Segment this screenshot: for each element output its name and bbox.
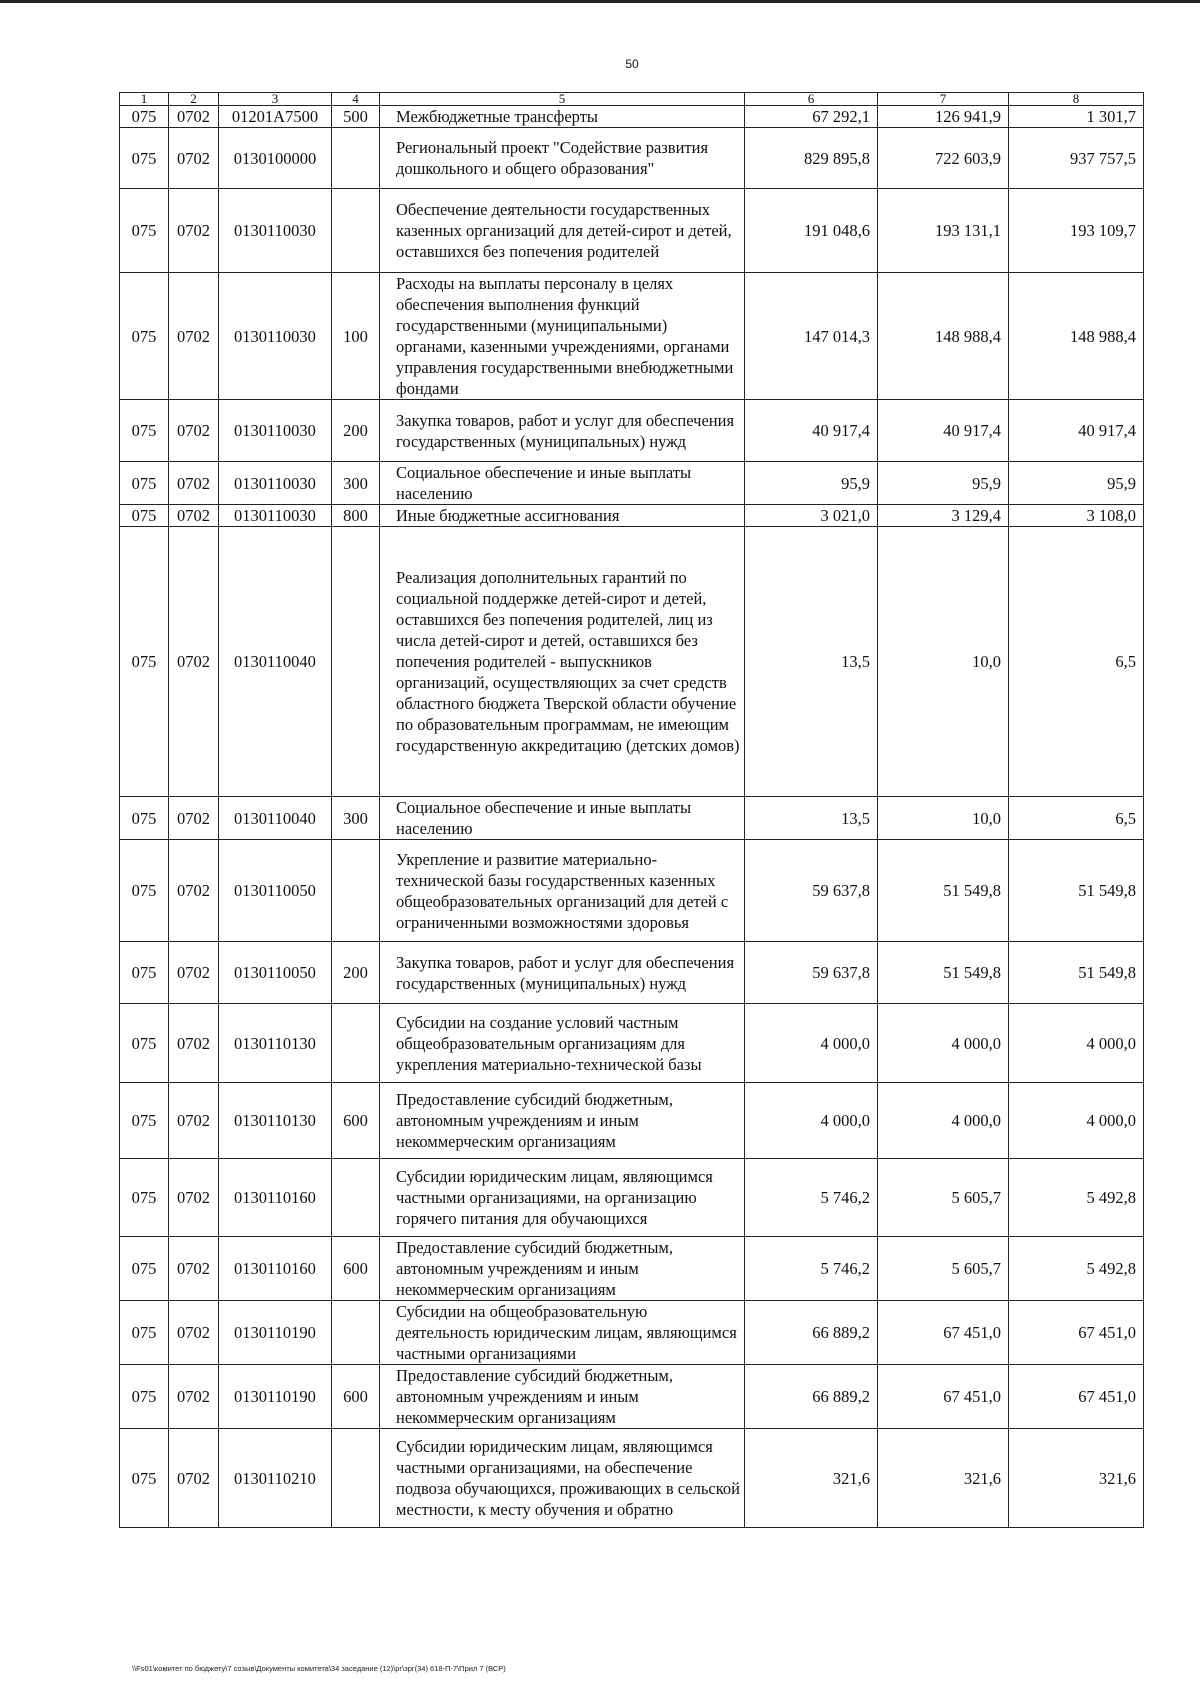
page-number: 50 [625, 57, 639, 71]
cell-expense-type: 300 [332, 462, 380, 505]
cell-amount-col6: 5 746,2 [745, 1159, 878, 1237]
cell-amount-col6: 13,5 [745, 797, 878, 840]
cell-expense-type [332, 527, 380, 797]
cell-amount-col8: 51 549,8 [1009, 840, 1144, 942]
table-row [120, 400, 1144, 462]
cell-expense-type [332, 1159, 380, 1237]
table-row [120, 1083, 1144, 1159]
cell-ministry-code: 075 [120, 1159, 169, 1237]
cell-amount-col6: 829 895,8 [745, 128, 878, 189]
table-row [120, 1159, 1144, 1237]
cell-ministry-code: 075 [120, 840, 169, 942]
cell-amount-col8: 4 000,0 [1009, 1083, 1144, 1159]
cell-amount-col7: 10,0 [878, 797, 1009, 840]
cell-section-code: 0702 [169, 189, 219, 273]
table-row [120, 797, 1144, 840]
header-cell: 6 [745, 93, 878, 106]
cell-expense-type [332, 1004, 380, 1083]
cell-amount-col6: 191 048,6 [745, 189, 878, 273]
cell-amount-col8: 6,5 [1009, 797, 1144, 840]
cell-amount-col6: 59 637,8 [745, 942, 878, 1004]
cell-description: Субсидии на создание условий частным общеобразовательным организациям для укрепления материально-технической базы [380, 1004, 745, 1083]
cell-target-article: 0130110050 [219, 840, 332, 942]
cell-section-code: 0702 [169, 797, 219, 840]
cell-ministry-code: 075 [120, 189, 169, 273]
cell-target-article: 0130110030 [219, 273, 332, 400]
cell-section-code: 0702 [169, 1301, 219, 1365]
table-row [120, 1365, 1144, 1429]
cell-section-code: 0702 [169, 106, 219, 128]
cell-target-article: 0130110040 [219, 527, 332, 797]
cell-expense-type: 600 [332, 1237, 380, 1301]
footer-file-path: \\Fs01\комитет по бюджету\7 созыв\Документы комитета\34 заседание (12)\рг\зрг(34) 618-П-7\Прил 7 (ВСР) [132, 1664, 506, 1673]
cell-description: Региональный проект "Содействие развития дошкольного и общего образования" [380, 128, 745, 189]
cell-description: Укрепление и развитие материально-технической базы государственных казенных общеобразовательных организаций для детей с ограниченными возможностями здоровья [380, 840, 745, 942]
cell-target-article: 0130110190 [219, 1365, 332, 1429]
table-row [120, 505, 1144, 527]
cell-target-article: 0130110190 [219, 1301, 332, 1365]
cell-amount-col8: 95,9 [1009, 462, 1144, 505]
cell-ministry-code: 075 [120, 505, 169, 527]
cell-amount-col7: 3 129,4 [878, 505, 1009, 527]
cell-description: Предоставление субсидий бюджетным, автономным учреждениям и иным некоммерческим организациям [380, 1083, 745, 1159]
cell-amount-col6: 66 889,2 [745, 1301, 878, 1365]
cell-expense-type: 300 [332, 797, 380, 840]
cell-expense-type [332, 1429, 380, 1528]
cell-section-code: 0702 [169, 128, 219, 189]
cell-section-code: 0702 [169, 462, 219, 505]
cell-amount-col7: 67 451,0 [878, 1365, 1009, 1429]
cell-expense-type [332, 1301, 380, 1365]
cell-section-code: 0702 [169, 1083, 219, 1159]
cell-section-code: 0702 [169, 1004, 219, 1083]
cell-expense-type: 600 [332, 1083, 380, 1159]
cell-section-code: 0702 [169, 840, 219, 942]
cell-amount-col7: 4 000,0 [878, 1083, 1009, 1159]
cell-description: Предоставление субсидий бюджетным, автономным учреждениям и иным некоммерческим организациям [380, 1237, 745, 1301]
table-row [120, 462, 1144, 505]
cell-section-code: 0702 [169, 527, 219, 797]
cell-amount-col7: 51 549,8 [878, 840, 1009, 942]
cell-amount-col7: 40 917,4 [878, 400, 1009, 462]
cell-expense-type: 500 [332, 106, 380, 128]
cell-ministry-code: 075 [120, 1083, 169, 1159]
cell-section-code: 0702 [169, 1159, 219, 1237]
table-row [120, 527, 1144, 797]
cell-expense-type: 600 [332, 1365, 380, 1429]
cell-ministry-code: 075 [120, 273, 169, 400]
cell-description: Закупка товаров, работ и услуг для обеспечения государственных (муниципальных) нужд [380, 942, 745, 1004]
table-row [120, 1301, 1144, 1365]
cell-amount-col6: 147 014,3 [745, 273, 878, 400]
cell-description: Закупка товаров, работ и услуг для обеспечения государственных (муниципальных) нужд [380, 400, 745, 462]
cell-target-article: 0130110160 [219, 1159, 332, 1237]
cell-expense-type: 200 [332, 400, 380, 462]
table-row [120, 840, 1144, 942]
header-cell: 2 [169, 93, 219, 106]
table-row [120, 1429, 1144, 1528]
cell-description: Реализация дополнительных гарантий по социальной поддержке детей-сирот и детей, оставшихся без попечения родителей, лиц из числа детей-сирот и детей, оставшихся без попечения родителей - выпускников организаций, осуществляющих за счет средств областного бюджета Тверской области обучение по образовательным программам, не имеющим государственную аккредитацию (детских домов) [380, 527, 745, 797]
cell-description: Субсидии юридическим лицам, являющимся частными организациями, на организацию горячего питания для обучающихся [380, 1159, 745, 1237]
cell-expense-type: 100 [332, 273, 380, 400]
cell-amount-col8: 67 451,0 [1009, 1301, 1144, 1365]
cell-amount-col7: 67 451,0 [878, 1301, 1009, 1365]
cell-ministry-code: 075 [120, 1365, 169, 1429]
cell-amount-col7: 148 988,4 [878, 273, 1009, 400]
cell-target-article: 0130110030 [219, 462, 332, 505]
header-cell: 3 [219, 93, 332, 106]
cell-section-code: 0702 [169, 400, 219, 462]
cell-expense-type: 800 [332, 505, 380, 527]
cell-description: Социальное обеспечение и иные выплаты населению [380, 797, 745, 840]
cell-target-article: 0130110130 [219, 1083, 332, 1159]
cell-amount-col6: 67 292,1 [745, 106, 878, 128]
cell-ministry-code: 075 [120, 1004, 169, 1083]
cell-amount-col8: 5 492,8 [1009, 1237, 1144, 1301]
cell-expense-type [332, 189, 380, 273]
cell-amount-col8: 6,5 [1009, 527, 1144, 797]
cell-amount-col7: 321,6 [878, 1429, 1009, 1528]
cell-target-article: 01201А7500 [219, 106, 332, 128]
cell-description: Субсидии на общеобразовательную деятельность юридическим лицам, являющимся частными организациями [380, 1301, 745, 1365]
cell-target-article: 0130110160 [219, 1237, 332, 1301]
cell-section-code: 0702 [169, 505, 219, 527]
cell-target-article: 0130110210 [219, 1429, 332, 1528]
cell-amount-col8: 3 108,0 [1009, 505, 1144, 527]
cell-amount-col6: 66 889,2 [745, 1365, 878, 1429]
cell-amount-col8: 148 988,4 [1009, 273, 1144, 400]
cell-ministry-code: 075 [120, 462, 169, 505]
table-row [120, 1004, 1144, 1083]
table-row [120, 942, 1144, 1004]
header-cell: 4 [332, 93, 380, 106]
cell-amount-col8: 4 000,0 [1009, 1004, 1144, 1083]
cell-section-code: 0702 [169, 1237, 219, 1301]
cell-description: Иные бюджетные ассигнования [380, 505, 745, 527]
cell-amount-col6: 321,6 [745, 1429, 878, 1528]
cell-target-article: 0130110050 [219, 942, 332, 1004]
cell-description: Расходы на выплаты персоналу в целях обеспечения выполнения функций государственными (муниципальными) органами, казенными учреждениями, органами управления государственными внебюджетными фондами [380, 273, 745, 400]
cell-ministry-code: 075 [120, 400, 169, 462]
cell-description: Предоставление субсидий бюджетным, автономным учреждениям и иным некоммерческим организациям [380, 1365, 745, 1429]
cell-section-code: 0702 [169, 1365, 219, 1429]
header-row [120, 93, 1144, 106]
cell-ministry-code: 075 [120, 128, 169, 189]
header-cell: 1 [120, 93, 169, 106]
cell-amount-col6: 4 000,0 [745, 1083, 878, 1159]
cell-description: Социальное обеспечение и иные выплаты населению [380, 462, 745, 505]
cell-amount-col7: 4 000,0 [878, 1004, 1009, 1083]
cell-amount-col7: 5 605,7 [878, 1159, 1009, 1237]
cell-amount-col7: 51 549,8 [878, 942, 1009, 1004]
cell-amount-col7: 5 605,7 [878, 1237, 1009, 1301]
table-row [120, 1237, 1144, 1301]
cell-amount-col7: 193 131,1 [878, 189, 1009, 273]
cell-ministry-code: 075 [120, 527, 169, 797]
table-row [120, 189, 1144, 273]
cell-target-article: 0130100000 [219, 128, 332, 189]
cell-ministry-code: 075 [120, 1429, 169, 1528]
top-border-line [0, 0, 1200, 3]
cell-amount-col7: 722 603,9 [878, 128, 1009, 189]
cell-amount-col8: 321,6 [1009, 1429, 1144, 1528]
cell-expense-type: 200 [332, 942, 380, 1004]
cell-ministry-code: 075 [120, 1301, 169, 1365]
cell-amount-col8: 1 301,7 [1009, 106, 1144, 128]
cell-amount-col8: 67 451,0 [1009, 1365, 1144, 1429]
cell-description: Обеспечение деятельности государственных казенных организаций для детей-сирот и детей, оставшихся без попечения родителей [380, 189, 745, 273]
cell-target-article: 0130110030 [219, 505, 332, 527]
cell-section-code: 0702 [169, 942, 219, 1004]
cell-expense-type [332, 840, 380, 942]
cell-amount-col7: 10,0 [878, 527, 1009, 797]
cell-amount-col6: 40 917,4 [745, 400, 878, 462]
table-row [120, 273, 1144, 400]
cell-amount-col7: 95,9 [878, 462, 1009, 505]
cell-section-code: 0702 [169, 1429, 219, 1528]
header-cell: 5 [380, 93, 745, 106]
cell-amount-col6: 4 000,0 [745, 1004, 878, 1083]
header-cell: 8 [1009, 93, 1144, 106]
cell-amount-col6: 59 637,8 [745, 840, 878, 942]
cell-amount-col8: 937 757,5 [1009, 128, 1144, 189]
cell-description: Субсидии юридическим лицам, являющимся частными организациями, на обеспечение подвоза обучающихся, проживающих в сельской местности, к месту обучения и обратно [380, 1429, 745, 1528]
cell-ministry-code: 075 [120, 106, 169, 128]
cell-amount-col7: 126 941,9 [878, 106, 1009, 128]
table-row [120, 128, 1144, 189]
cell-target-article: 0130110040 [219, 797, 332, 840]
table-row [120, 106, 1144, 128]
cell-ministry-code: 075 [120, 1237, 169, 1301]
cell-target-article: 0130110030 [219, 400, 332, 462]
cell-amount-col8: 5 492,8 [1009, 1159, 1144, 1237]
header-cell: 7 [878, 93, 1009, 106]
cell-ministry-code: 075 [120, 942, 169, 1004]
cell-amount-col8: 51 549,8 [1009, 942, 1144, 1004]
cell-amount-col6: 95,9 [745, 462, 878, 505]
cell-target-article: 0130110130 [219, 1004, 332, 1083]
cell-amount-col8: 193 109,7 [1009, 189, 1144, 273]
cell-section-code: 0702 [169, 273, 219, 400]
cell-amount-col8: 40 917,4 [1009, 400, 1144, 462]
budget-table [119, 92, 1144, 1528]
cell-description: Межбюджетные трансферты [380, 106, 745, 128]
cell-target-article: 0130110030 [219, 189, 332, 273]
cell-amount-col6: 5 746,2 [745, 1237, 878, 1301]
cell-amount-col6: 3 021,0 [745, 505, 878, 527]
cell-expense-type [332, 128, 380, 189]
cell-amount-col6: 13,5 [745, 527, 878, 797]
cell-ministry-code: 075 [120, 797, 169, 840]
